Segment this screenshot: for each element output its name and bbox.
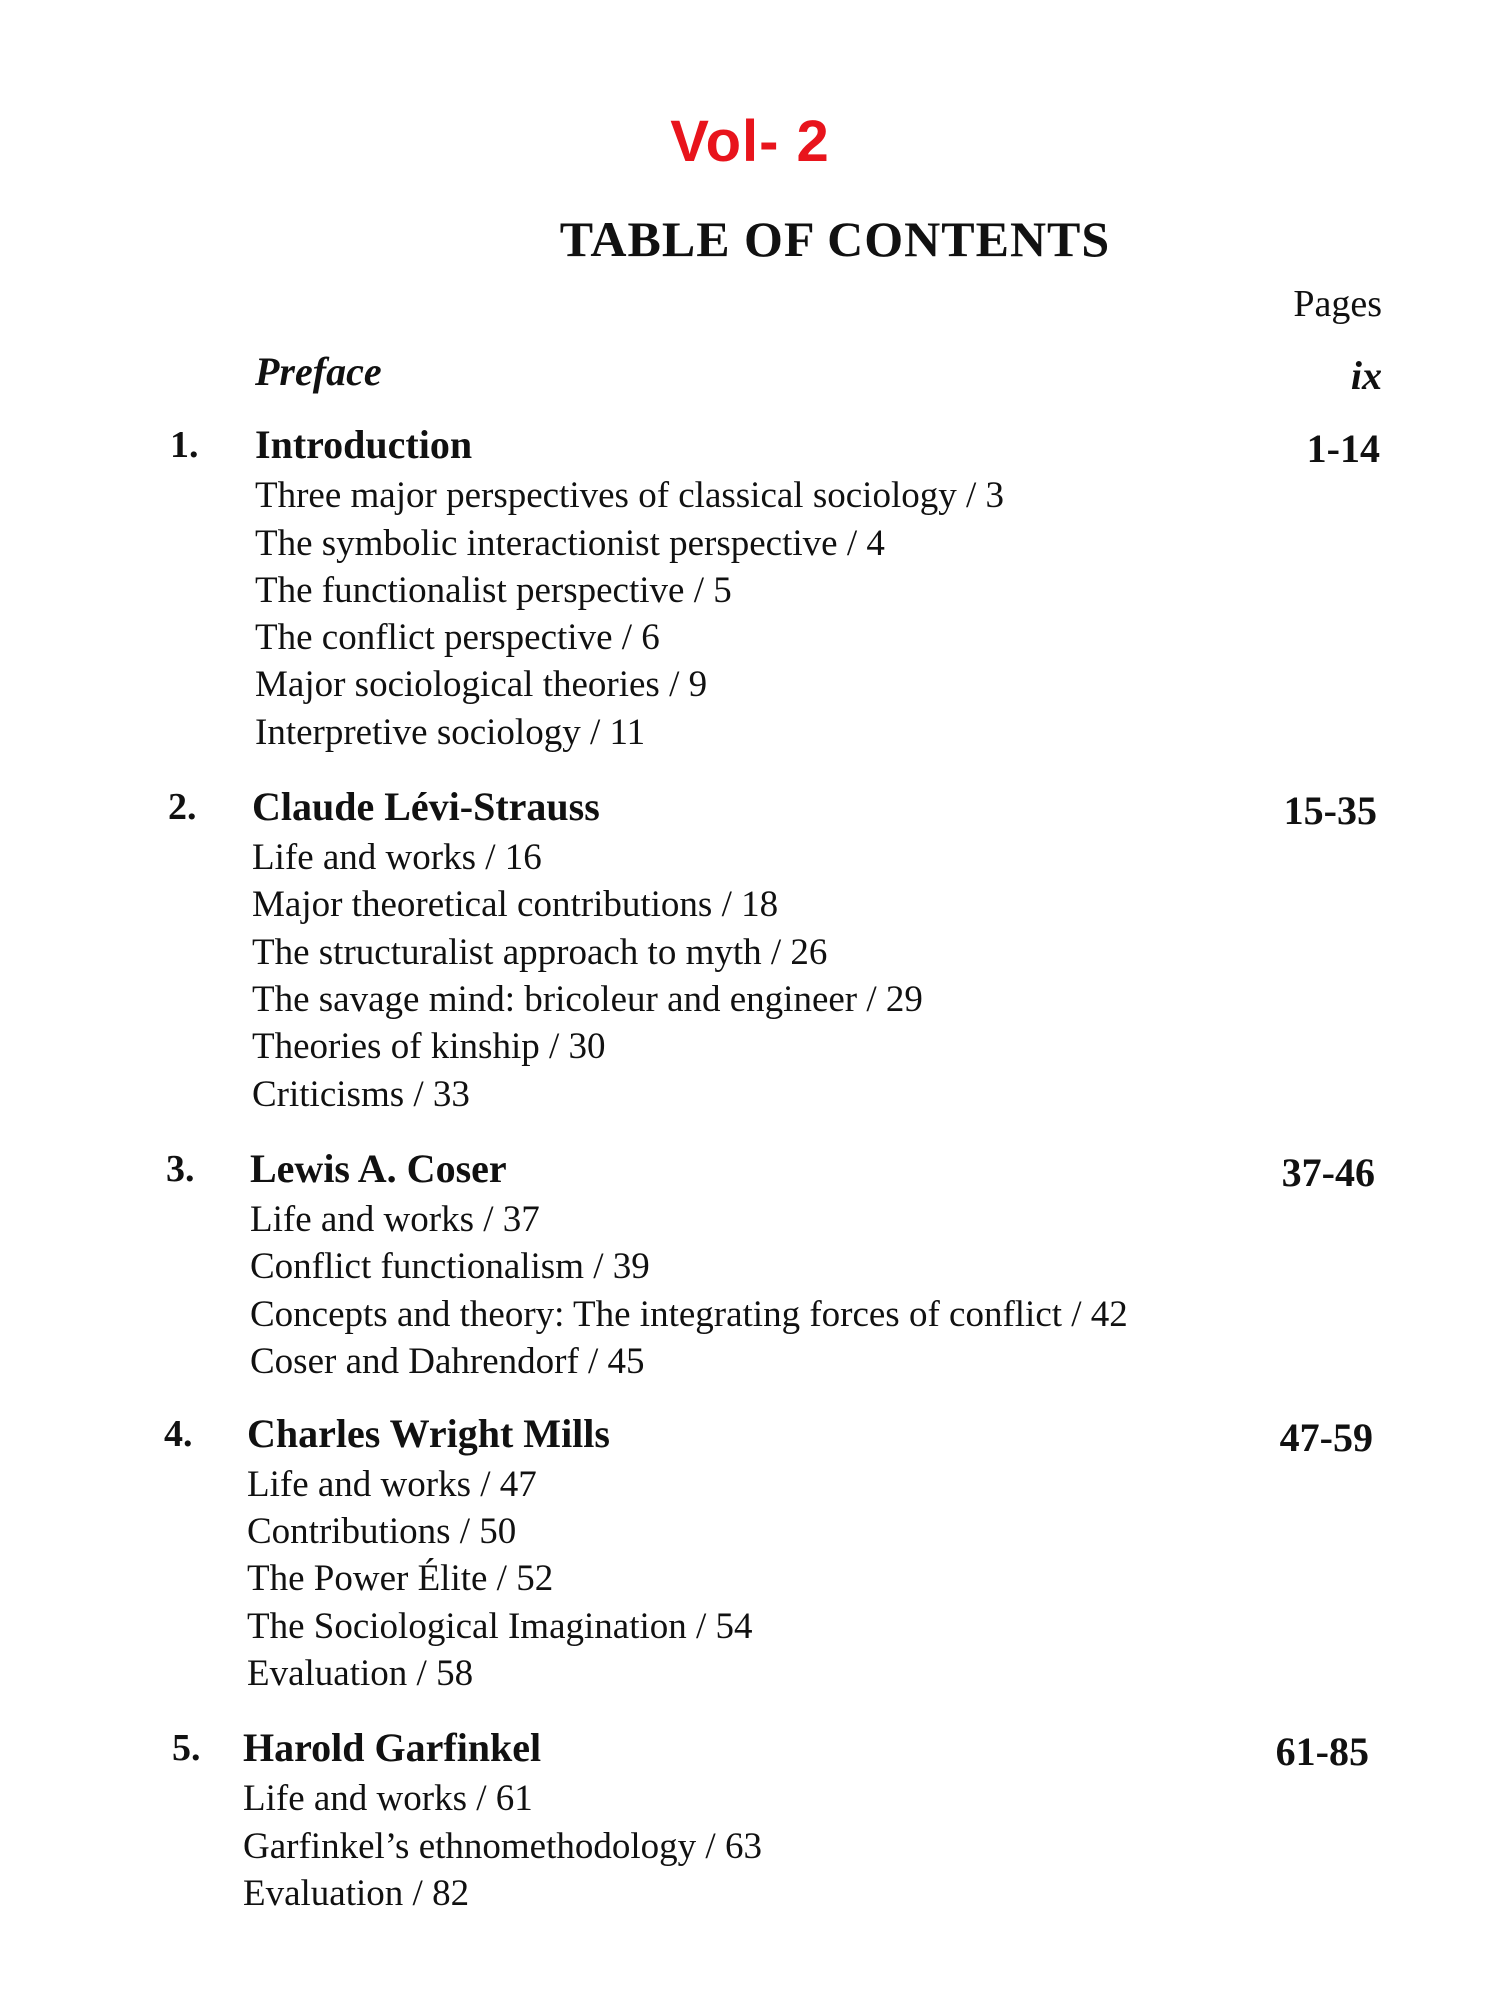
section-entry: Life and works / 61 bbox=[243, 1778, 533, 1819]
section-entry: The symbolic interactionist perspective / 4 bbox=[255, 523, 885, 564]
section-entry: The savage mind: bricoleur and engineer / 29 bbox=[252, 979, 923, 1020]
chapter-number: 4. bbox=[164, 1413, 193, 1455]
section-entry: Interpretive sociology / 11 bbox=[255, 712, 646, 753]
preface-label: Preface bbox=[255, 349, 382, 394]
chapter-pages: 15-35 bbox=[1283, 788, 1377, 833]
chapter-number: 3. bbox=[166, 1148, 195, 1190]
section-entry: Life and works / 37 bbox=[250, 1199, 540, 1240]
section-entry: Concepts and theory: The integrating forces of conflict / 42 bbox=[250, 1294, 1128, 1335]
section-entry: Contributions / 50 bbox=[247, 1511, 517, 1552]
chapter-pages: 1-14 bbox=[1306, 426, 1380, 471]
section-entry: The functionalist perspective / 5 bbox=[255, 570, 732, 611]
section-entry: Three major perspectives of classical sociology / 3 bbox=[255, 475, 1004, 516]
section-entry: Life and works / 16 bbox=[252, 837, 542, 878]
section-entry: The conflict perspective / 6 bbox=[255, 617, 660, 658]
chapter-pages: 61-85 bbox=[1275, 1729, 1369, 1774]
chapter-number: 2. bbox=[168, 786, 197, 828]
chapter-pages: 47-59 bbox=[1279, 1415, 1373, 1460]
section-entry: Life and works / 47 bbox=[247, 1464, 537, 1505]
section-entry: The Power Élite / 52 bbox=[247, 1558, 554, 1599]
page-title: TABLE OF CONTENTS bbox=[559, 211, 1111, 267]
chapter-title: Charles Wright Mills bbox=[247, 1411, 610, 1456]
chapter-pages: 37-46 bbox=[1281, 1150, 1375, 1195]
section-entry: Theories of kinship / 30 bbox=[252, 1026, 606, 1067]
preface-page: ix bbox=[1350, 353, 1382, 398]
volume-label: Vol- 2 bbox=[670, 109, 830, 174]
section-entry: The Sociological Imagination / 54 bbox=[247, 1606, 753, 1647]
section-entry: Garfinkel’s ethnomethodology / 63 bbox=[243, 1826, 762, 1867]
section-entry: Criticisms / 33 bbox=[252, 1074, 470, 1115]
chapter-title: Harold Garfinkel bbox=[243, 1725, 542, 1770]
chapter-title: Lewis A. Coser bbox=[250, 1146, 507, 1191]
section-entry: Major theoretical contributions / 18 bbox=[252, 884, 779, 925]
section-entry: Evaluation / 58 bbox=[247, 1653, 474, 1694]
chapter-title: Introduction bbox=[255, 422, 473, 467]
section-entry: The structuralist approach to myth / 26 bbox=[252, 932, 828, 973]
section-entry: Major sociological theories / 9 bbox=[255, 664, 708, 705]
chapter-number: 5. bbox=[172, 1727, 201, 1769]
section-entry: Conflict functionalism / 39 bbox=[250, 1246, 650, 1287]
section-entry: Evaluation / 82 bbox=[243, 1873, 470, 1914]
chapter-title: Claude Lévi-Strauss bbox=[252, 784, 600, 829]
chapter-number: 1. bbox=[170, 424, 199, 466]
pages-column-header: Pages bbox=[1293, 283, 1382, 325]
section-entry: Coser and Dahrendorf / 45 bbox=[250, 1341, 645, 1382]
